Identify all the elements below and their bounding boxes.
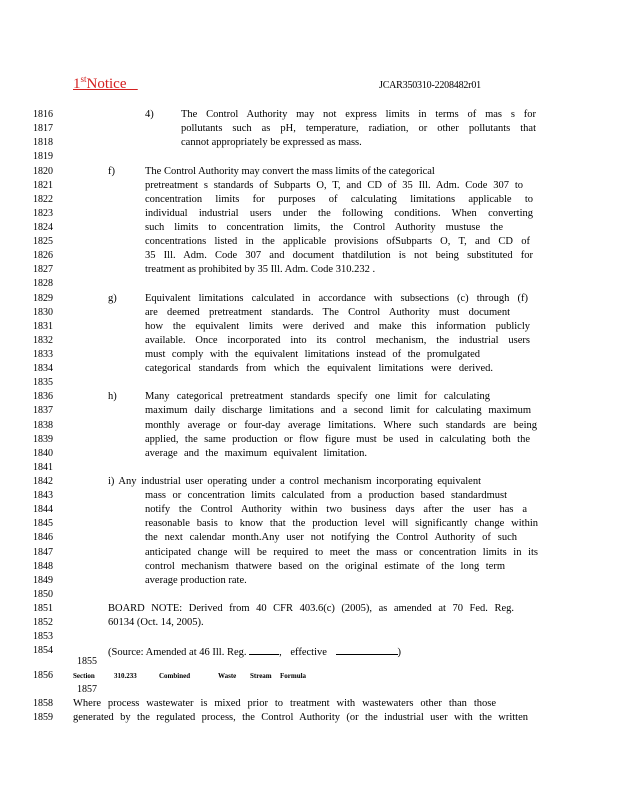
line-number: 1858 bbox=[33, 698, 53, 709]
line-number: 1837 bbox=[33, 405, 53, 416]
line-number: 1819 bbox=[33, 151, 53, 162]
line-number: 1830 bbox=[33, 307, 53, 318]
section-label: Section bbox=[73, 672, 95, 680]
board-note-line: BOARD NOTE: Derived from 40 CFR 403.6(c) (2005), as amended at 70 Fed. Reg. bbox=[108, 603, 514, 614]
item-g-label: g) bbox=[108, 293, 117, 304]
item-g-line: how the equivalent limits were derived and make this information publicly bbox=[145, 321, 530, 332]
line-number: 1842 bbox=[33, 476, 53, 487]
board-note-line: 60134 (Oct. 14, 2005). bbox=[108, 617, 204, 628]
item-i-line: the next calendar month.Any user not notifying the Control Authority of such bbox=[145, 532, 517, 543]
body-line: Where process wastewater is mixed prior to treatment with wastewaters other than those bbox=[73, 698, 496, 709]
line-number: 1816 bbox=[33, 109, 53, 120]
register-volume-blank bbox=[249, 644, 279, 655]
line-number: 1840 bbox=[33, 448, 53, 459]
item-f-line: such limits to concentration limits, the Control Authority mustuse the bbox=[145, 222, 503, 233]
notice-superscript: st bbox=[80, 74, 87, 84]
line-number: 1818 bbox=[33, 137, 53, 148]
item-i-first-line: i) Any industrial user operating under a control mechanism incorporating equivalent bbox=[108, 476, 481, 487]
line-number: 1855 bbox=[77, 656, 97, 667]
line-number: 1847 bbox=[33, 547, 53, 558]
item-f-line: The Control Authority may convert the mass limits of the categorical bbox=[145, 166, 435, 177]
item-i-line: control mechanism thatwere based on the original estimate of the long term bbox=[145, 561, 505, 572]
line-number: 1844 bbox=[33, 504, 53, 515]
line-number: 1853 bbox=[33, 631, 53, 642]
source-prefix: (Source: Amended at 46 Ill. Reg. bbox=[108, 647, 247, 658]
item-f-line: concentration limits for purposes of calculating limitations applicable to bbox=[145, 194, 533, 205]
line-number: 1836 bbox=[33, 391, 53, 402]
item-h-line: average and the maximum equivalent limitation. bbox=[145, 448, 367, 459]
line-number: 1829 bbox=[33, 293, 53, 304]
line-number: 1857 bbox=[77, 684, 97, 695]
line-number: 1838 bbox=[33, 420, 53, 431]
line-number: 1834 bbox=[33, 363, 53, 374]
item-i-line: average production rate. bbox=[145, 575, 247, 586]
line-number: 1859 bbox=[33, 712, 53, 723]
line-number: 1851 bbox=[33, 603, 53, 614]
line-number: 1852 bbox=[33, 617, 53, 628]
item-h-label: h) bbox=[108, 391, 117, 402]
item-h-line: maximum daily discharge limitations and a second limit for calculating maximum bbox=[145, 405, 531, 416]
line-number: 1850 bbox=[33, 589, 53, 600]
item-g-line: available. Once incorporated into its control mechanism, the industrial users bbox=[145, 335, 530, 346]
line-number: 1826 bbox=[33, 250, 53, 261]
line-number: 1839 bbox=[33, 434, 53, 445]
line-number: 1825 bbox=[33, 236, 53, 247]
item-h-line: monthly average or four-day average limitations. Where such standards are being bbox=[145, 420, 537, 431]
section-title-word: Waste bbox=[218, 672, 237, 680]
item-g-line: Equivalent limitations calculated in accordance with subsections (c) through (f) bbox=[145, 293, 528, 304]
item-4-label: 4) bbox=[145, 109, 154, 120]
body-line: generated by the regulated process, the Control Authority (or the industrial user with the written bbox=[73, 712, 528, 723]
line-number: 1828 bbox=[33, 278, 53, 289]
item-f-label: f) bbox=[108, 166, 115, 177]
line-number: 1833 bbox=[33, 349, 53, 360]
section-number: 310.233 bbox=[114, 672, 137, 680]
line-number: 1827 bbox=[33, 264, 53, 275]
line-number: 1822 bbox=[33, 194, 53, 205]
item-f-line: concentrations listed in the applicable provisions ofSubparts O, T, and CD of bbox=[145, 236, 530, 247]
source-close: ) bbox=[397, 647, 402, 658]
item-f-line: treatment as prohibited by 35 Ill. Adm. Code 310.232 . bbox=[145, 264, 376, 275]
source-note: (Source: Amended at 46 Ill. Reg. , effective ) bbox=[108, 644, 401, 660]
item-g-line: must comply with the equivalent limitations instead of the promulgated bbox=[145, 349, 480, 360]
line-number: 1831 bbox=[33, 321, 53, 332]
item-g-line: are deemed pretreatment standards. The Control Authority must document bbox=[145, 307, 510, 318]
item-g-line: categorical standards from which the equivalent limitations were derived. bbox=[145, 363, 493, 374]
item-i-line: anticipated change will be required to meet the mass or concentration limits in its bbox=[145, 547, 538, 558]
line-number: 1824 bbox=[33, 222, 53, 233]
effective-label: effective bbox=[290, 647, 327, 658]
item-i-line: mass or concentration limits calculated from a production based standardmust bbox=[145, 490, 507, 501]
line-number: 1843 bbox=[33, 490, 53, 501]
item-4-line: pollutants such as pH, temperature, radiation, or other pollutants that bbox=[181, 123, 536, 134]
item-h-line: applied, the same production or flow figure must be used in calculating both the bbox=[145, 434, 530, 445]
line-number: 1835 bbox=[33, 377, 53, 388]
line-number: 1848 bbox=[33, 561, 53, 572]
notice-title bbox=[73, 74, 138, 93]
item-f-line: individual industrial users under the following conditions. When converting bbox=[145, 208, 533, 219]
line-number: 1846 bbox=[33, 532, 53, 543]
line-number: 1845 bbox=[33, 518, 53, 529]
line-number: 1823 bbox=[33, 208, 53, 219]
line-number: 1821 bbox=[33, 180, 53, 191]
item-h-line: Many categorical pretreatment standards specify one limit for calculating bbox=[145, 391, 490, 402]
document-code: JCAR350310-2208482r01 bbox=[379, 80, 481, 91]
item-i-line: reasonable basis to know that the production level will significantly change within bbox=[145, 518, 538, 529]
effective-date-blank bbox=[336, 644, 398, 655]
line-number: 1856 bbox=[33, 670, 53, 681]
notice-suffix: Notice bbox=[86, 76, 127, 92]
line-number: 1820 bbox=[33, 166, 53, 177]
item-4-line: The Control Authority may not express limits in terms of mas s for bbox=[181, 109, 536, 120]
item-f-line: pretreatment s standards of Subparts O, T, and CD of 35 Ill. Adm. Code 307 to bbox=[145, 180, 523, 191]
line-number: 1854 bbox=[33, 645, 53, 656]
notice-prefix: 1 bbox=[73, 76, 81, 92]
section-title-word: Formula bbox=[280, 672, 307, 680]
line-number: 1832 bbox=[33, 335, 53, 346]
line-number: 1849 bbox=[33, 575, 53, 586]
section-title-word: Stream bbox=[250, 672, 272, 680]
item-4-line: cannot appropriately be expressed as mass. bbox=[181, 137, 362, 148]
section-title-word: Combined bbox=[159, 672, 191, 680]
line-number: 1817 bbox=[33, 123, 53, 134]
line-number: 1841 bbox=[33, 462, 53, 473]
item-i-line: notify the Control Authority within two business days after the user has a bbox=[145, 504, 527, 515]
item-f-line: 35 Ill. Adm. Code 307 and document thatdilution is not being substituted for bbox=[145, 250, 533, 261]
